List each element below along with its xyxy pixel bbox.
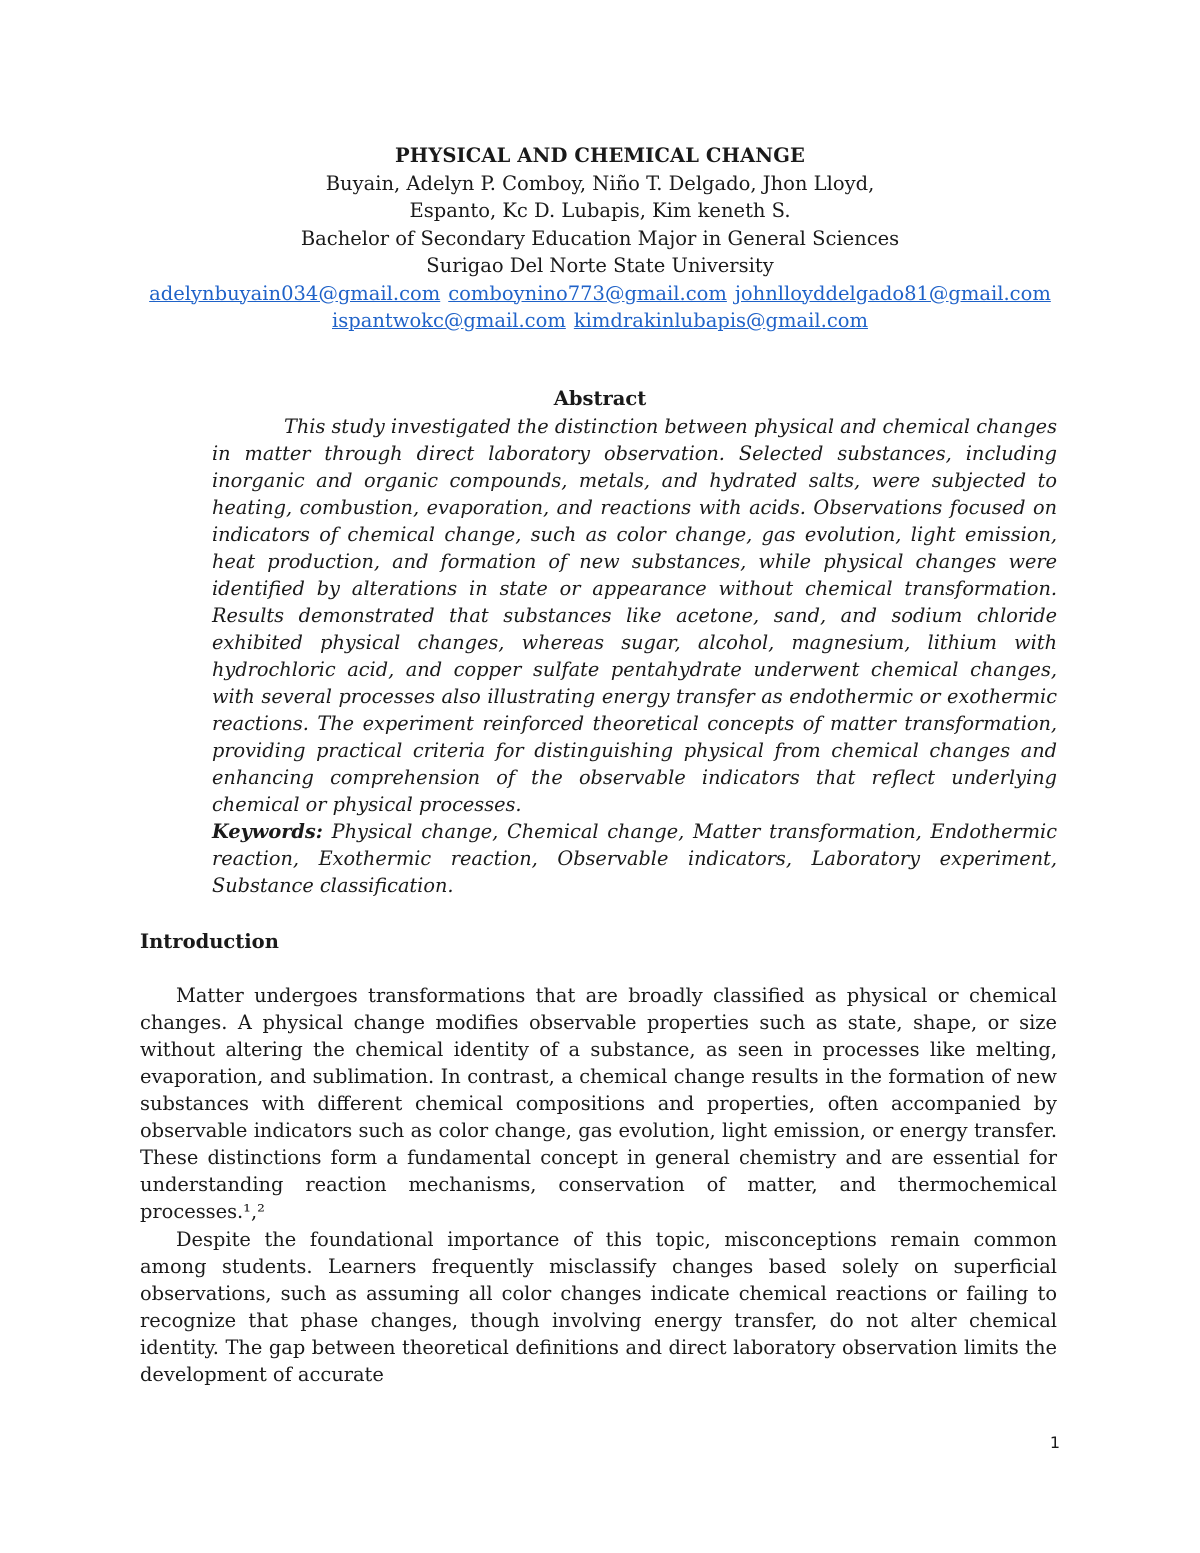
university-affiliation: Surigao Del Norte State University	[426, 254, 774, 277]
keywords-text: Physical change, Chemical change, Matter transformation, Endothermic reaction, Exothermic reaction, Observable indicators, Laboratory experiment, Substance classification.	[212, 820, 1057, 897]
abstract-heading: Abstract	[553, 387, 647, 410]
paper-header	[140, 142, 1060, 335]
email-line-1	[140, 280, 1060, 308]
paper-title: PHYSICAL AND CHEMICAL CHANGE	[395, 144, 805, 167]
keywords-paragraph	[212, 818, 1057, 899]
abstract-body: This study investigated the distinction between physical and chemical changes in matter through direct laboratory observation. Selected substances, including inorganic and organic compounds, metals, and hydrated salts, were subjected to heating, combustion, evaporation, and reactions with acids. Observations focused on indicators of chemical change, such as color change, gas evolution, light emission, heat production, and formation of new substances, while physical changes were identified by alterations in state or appearance without chemical transformation. Results demonstrated that substances like acetone, sand, and sodium chloride exhibited physical changes, whereas sugar, alcohol, magnesium, lithium with hydrochloric acid, and copper sulfate pentahydrate underwent chemical changes, with several processes also illustrating energy transfer as endothermic or exothermic reactions. The experiment reinforced theoretical concepts of matter transformation, providing practical criteria for distinguishing physical from chemical changes and enhancing comprehension of the observable indicators that reflect underlying chemical or physical processes.	[212, 415, 1057, 816]
email-link-buyain[interactable]: adelynbuyain034@gmail.com	[149, 281, 441, 305]
email-line-2	[140, 307, 1060, 335]
authors-line-1: Buyain, Adelyn P. Comboy, Niño T. Delgado, Jhon Lloyd,	[325, 171, 875, 195]
keywords-label: Keywords:	[212, 820, 323, 843]
authors-line-2: Espanto, Kc D. Lubapis, Kim keneth S.	[409, 199, 791, 222]
email-link-lubapis[interactable]: kimdrakinlubapis@gmail.com	[573, 309, 868, 332]
introduction-paragraph-2: Despite the foundational importance of this topic, misconceptions remain common among students. Learners frequently misclassify changes based solely on superficial observations, such as assuming all color changes indicate chemical reactions or failing to recognize that phase changes, though involving energy transfer, do not alter chemical identity. The gap between theoretical definitions and direct laboratory observation limits the development of accurate	[140, 1228, 1057, 1386]
program-affiliation: Bachelor of Secondary Education Major in General Sciences	[300, 226, 900, 250]
introduction-paragraph-1: Matter undergoes transformations that are broadly classified as physical or chemical changes. A physical change modifies observable properties such as state, shape, or size without altering the chemical identity of a substance, as seen in processes like melting, evaporation, and sublimation. In contrast, a chemical change results in the formation of new substances with different chemical compositions and properties, often accompanied by observable indicators such as color change, gas evolution, light emission, or energy transfer. These distinctions form a fundamental concept in general chemistry and are essential for understanding reaction mechanisms, conservation of matter, and thermochemical processes.¹,²	[140, 984, 1057, 1223]
introduction-heading: Introduction	[140, 930, 279, 953]
email-link-comboy[interactable]: comboynino773@gmail.com	[448, 281, 727, 305]
page-number: 1	[1049, 1433, 1060, 1452]
email-link-espanto[interactable]: ispantwokc@gmail.com	[332, 309, 566, 332]
email-link-delgado[interactable]: johnlloyddelgado81@gmail.com	[734, 281, 1051, 305]
